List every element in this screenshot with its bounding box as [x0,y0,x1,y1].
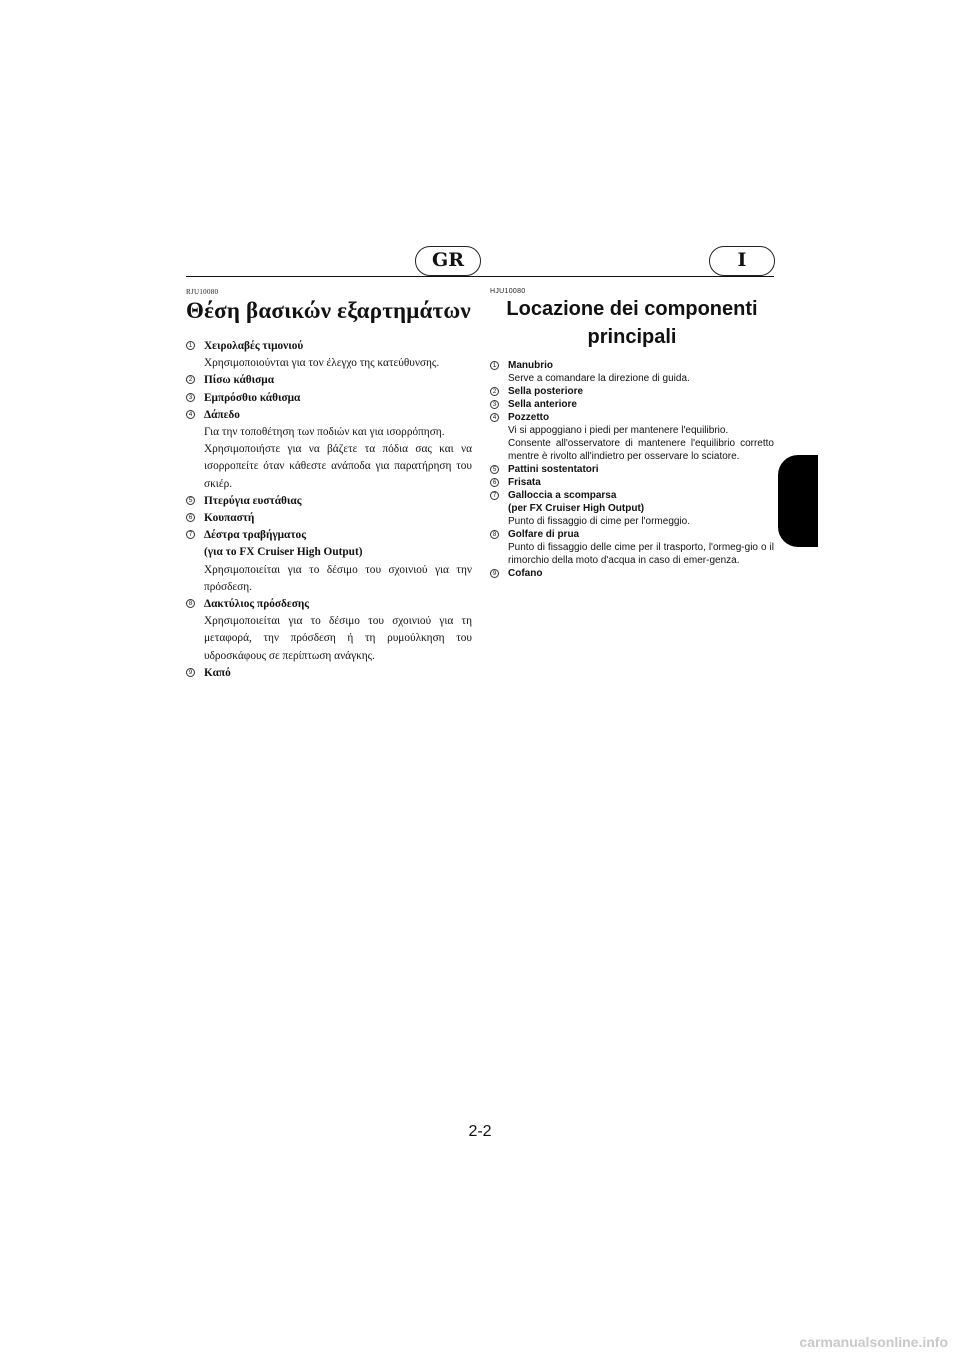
item-label: Δάπεδο [204,408,240,421]
list-item [490,528,774,567]
item-sublabel: (για το FX Cruiser High Output) [204,546,363,559]
greek-column [186,288,472,682]
italian-title-line-1: Locazione dei componenti [506,298,758,320]
circled-number-marker: 3 [186,393,195,402]
list-item [186,596,472,665]
item-label: Frisata [508,477,541,488]
italian-title-line-2: principali [587,326,677,348]
item-label: Πίσω κάθισμα [204,374,275,387]
circled-number-marker: 1 [490,361,499,370]
circled-number-marker: 7 [186,530,195,539]
list-item [186,372,472,389]
item-label: Pattini sostentatori [508,464,599,475]
circled-number-marker: 1 [186,341,195,350]
circled-number-marker: 5 [490,465,499,474]
italian-item-list [490,359,774,580]
section-thumb-tab [778,455,818,547]
item-label: Pozzetto [508,412,550,423]
italian-column [490,288,774,580]
page-number: 2-2 [468,1123,492,1140]
circled-number-marker: 5 [186,496,195,505]
circled-number-marker: 9 [186,668,195,677]
item-description: Χρησιμοποιείται για το δέσιμο του σχοινιού για τη μεταφορά, την πρόσδεση ή τη ρυμούλκηση του υδροσκάφους σε περίπτωση ανάγκης. [204,615,472,662]
circled-number-marker: 3 [490,400,499,409]
item-label: Πτερύγια ευστάθιας [204,494,302,507]
circled-number-marker: 9 [490,569,499,578]
italian-section-code: HJU10080 [490,288,526,295]
circled-number-marker: 4 [490,413,499,422]
item-description: Serve a comandare la direzione di guida. [508,373,690,384]
greek-item-list [186,338,472,682]
list-item [186,527,472,596]
circled-number-marker: 8 [186,599,195,608]
item-label: Χειρολαβές τιμονιού [204,340,304,352]
item-description: Χρησιμοποιείται για το δέσιμο του σχοινιού για την πρόσδεση. [204,563,472,593]
item-label: Golfare di prua [508,529,580,540]
item-label: Galloccia a scomparsa [508,490,617,501]
circled-number-marker: 6 [186,513,195,522]
list-item [490,385,774,398]
list-item [186,390,472,407]
greek-section-title: Θέση βασικών εξαρτημάτων [186,298,471,323]
item-description: Punto di fissaggio delle cime per il trasporto, l'ormeg-gio o il rimorchio della moto d'acqua in caso di emer-genza. [508,542,774,566]
item-label: Δακτύλιος πρόσδεσης [204,598,310,611]
greek-section-code: RJU10080 [186,288,219,296]
circled-number-marker: 8 [490,530,499,539]
italian-section-title [490,295,774,351]
item-description: Χρησιμοποιήστε για να βάζετε τα πόδια σας και να ισορροπείτε όταν κάθεστε ανάποδα για παρατήρηση του σκιέρ. [204,443,472,490]
circled-number-marker: 7 [490,491,499,500]
list-item [490,359,774,385]
item-label: Sella posteriore [508,386,584,397]
item-label: Δέστρα τραβήγματος [204,529,306,542]
item-label: Cofano [508,568,543,579]
circled-number-marker: 6 [490,478,499,487]
list-item [186,510,472,527]
language-badge-i: I [709,246,775,276]
list-item [490,398,774,411]
item-sublabel: (per FX Cruiser High Output) [508,503,645,514]
item-description: Vi si appoggiano i piedi per mantenere l'equilibrio. [508,425,729,436]
language-badge-gr: GR [415,246,481,276]
header-rule [186,276,774,277]
list-item [186,665,472,682]
list-item [186,338,472,372]
watermark: carmanualsonline.info [799,1334,948,1350]
circled-number-marker: 4 [186,410,195,419]
circled-number-marker: 2 [186,375,195,384]
item-description: Consente all'osservatore di mantenere l'equilibrio corretto mentre è rivolto all'indietro per osservare lo sciatore. [508,438,774,462]
item-label: Κουπαστή [204,512,255,525]
list-item [490,567,774,580]
list-item [490,463,774,476]
item-description: Χρησιμοποιούνται για τον έλεγχο της κατεύθυνσης. [204,357,440,370]
item-label: Εμπρόσθιο κάθισμα [204,391,301,404]
item-label: Καπό [204,666,231,679]
list-item [186,407,472,493]
item-description: Για την τοποθέτηση των ποδιών και για ισορρόπηση. [204,426,445,439]
list-item [490,489,774,528]
list-item [490,411,774,463]
item-label: Sella anteriore [508,399,577,410]
item-description: Punto di fissaggio di cime per l'ormeggio. [508,516,691,527]
item-label: Manubrio [508,360,553,371]
list-item [490,476,774,489]
circled-number-marker: 2 [490,387,499,396]
list-item [186,493,472,510]
